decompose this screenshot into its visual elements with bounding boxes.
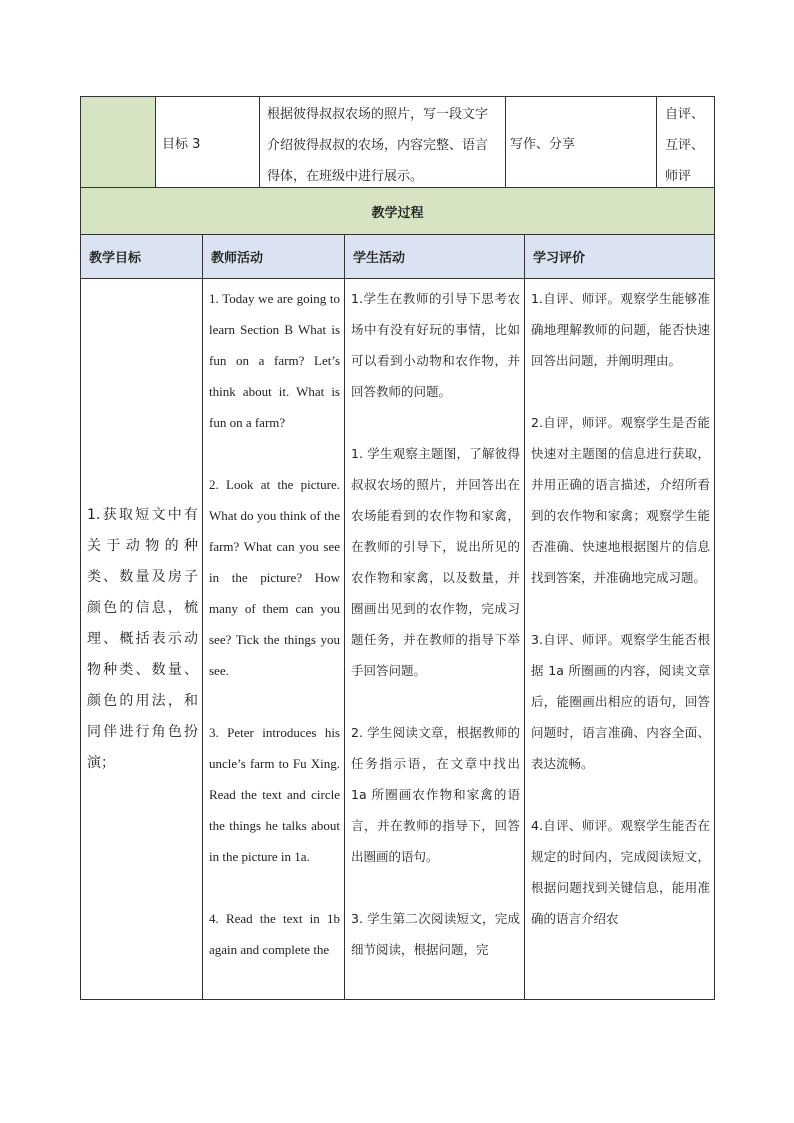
header-teacher: 教师活动 [203,235,345,279]
student-step: 2. 学生阅读文章，根据教师的任务指示语，在文章中找出 1a 所圈画农作物和家禽的语言，并在教师的指导下，回答出圈画的语句。 [351,725,520,864]
section-title: 教学过程 [81,188,715,235]
objective-label: 目标 3 [156,97,260,193]
objective-activity: 写作、分享 [506,97,657,193]
student-activity-cell [345,279,525,1000]
shaded-cell [81,97,156,193]
student-step: 1. 学生观察主题图，了解彼得叔叔农场的照片，并回答出在农场能看到的农作物和家禽，在教师的引导下，说出所见的农作物和家禽，以及数量，并圈画出见到的农作物，完成习题任务，并在教师的指导下举手回答问题。 [351,446,520,678]
teaching-process-table [80,187,715,1000]
header-goal: 教学目标 [81,235,203,279]
objective-3-table [80,96,715,193]
assessment-cell [525,279,715,1000]
assessment-item: 2.自评，师评。观察学生是否能快速对主题图的信息进行获取，并用正确的语言描述，介绍所看到的农作物和家禽；观察学生能否准确、快速地根据图片的信息找到答案，并准确地完成习题。 [531,415,711,585]
assessment-item: 4.自评、师评。观察学生能否在规定的时间内，完成阅读短文，根据问题找到关键信息，能用准确的语言介绍农 [531,818,711,926]
student-step: 3. 学生第二次阅读短文，完成细节阅读，根据问题，完 [351,911,520,957]
header-student: 学生活动 [345,235,525,279]
assessment-item: 1.自评、师评。观察学生能够准确地理解教师的问题，能否快速回答出问题，并阐明理由。 [531,291,711,368]
header-assessment: 学习评价 [525,235,715,279]
objective-evaluation: 自评、互评、师评 [657,97,715,193]
assessment-item: 3.自评、师评。观察学生能否根据 1a 所圈画的内容，阅读文章后，能圈画出相应的语句，回答问题时，语言准确、内容全面、表达流畅。 [531,632,711,771]
teacher-activity-cell [203,279,345,1000]
student-step: 1.学生在教师的引导下思考农场中有没有好玩的事情，比如可以看到小动物和农作物，并回答教师的问题。 [351,291,520,399]
objective-description: 根据彼得叔叔农场的照片，写一段文字介绍彼得叔叔的农场，内容完整、语言得体，在班级中进行展示。 [260,97,506,193]
teaching-goal: 1.获取短文中有关于动物的种类、数量及房子颜色的信息，梳理、概括表示动物种类、数量、颜色的用法，和同伴进行角色扮演； [81,279,203,1000]
teacher-step: 2. Look at the picture. What do you think of the farm? What can you see in the picture? How many of them can you see? Tick the things you see. [209,477,340,678]
teacher-step: 1. Today we are going to learn Section B What is fun on a farm? Let’s think about it. What is fun on a farm? [209,291,340,430]
teacher-step: 3. Peter introduces his uncle’s farm to Fu Xing. Read the text and circle the things he talks about in the picture in 1a. [209,725,340,864]
teacher-step: 4. Read the text in 1b again and complete the [209,911,340,957]
